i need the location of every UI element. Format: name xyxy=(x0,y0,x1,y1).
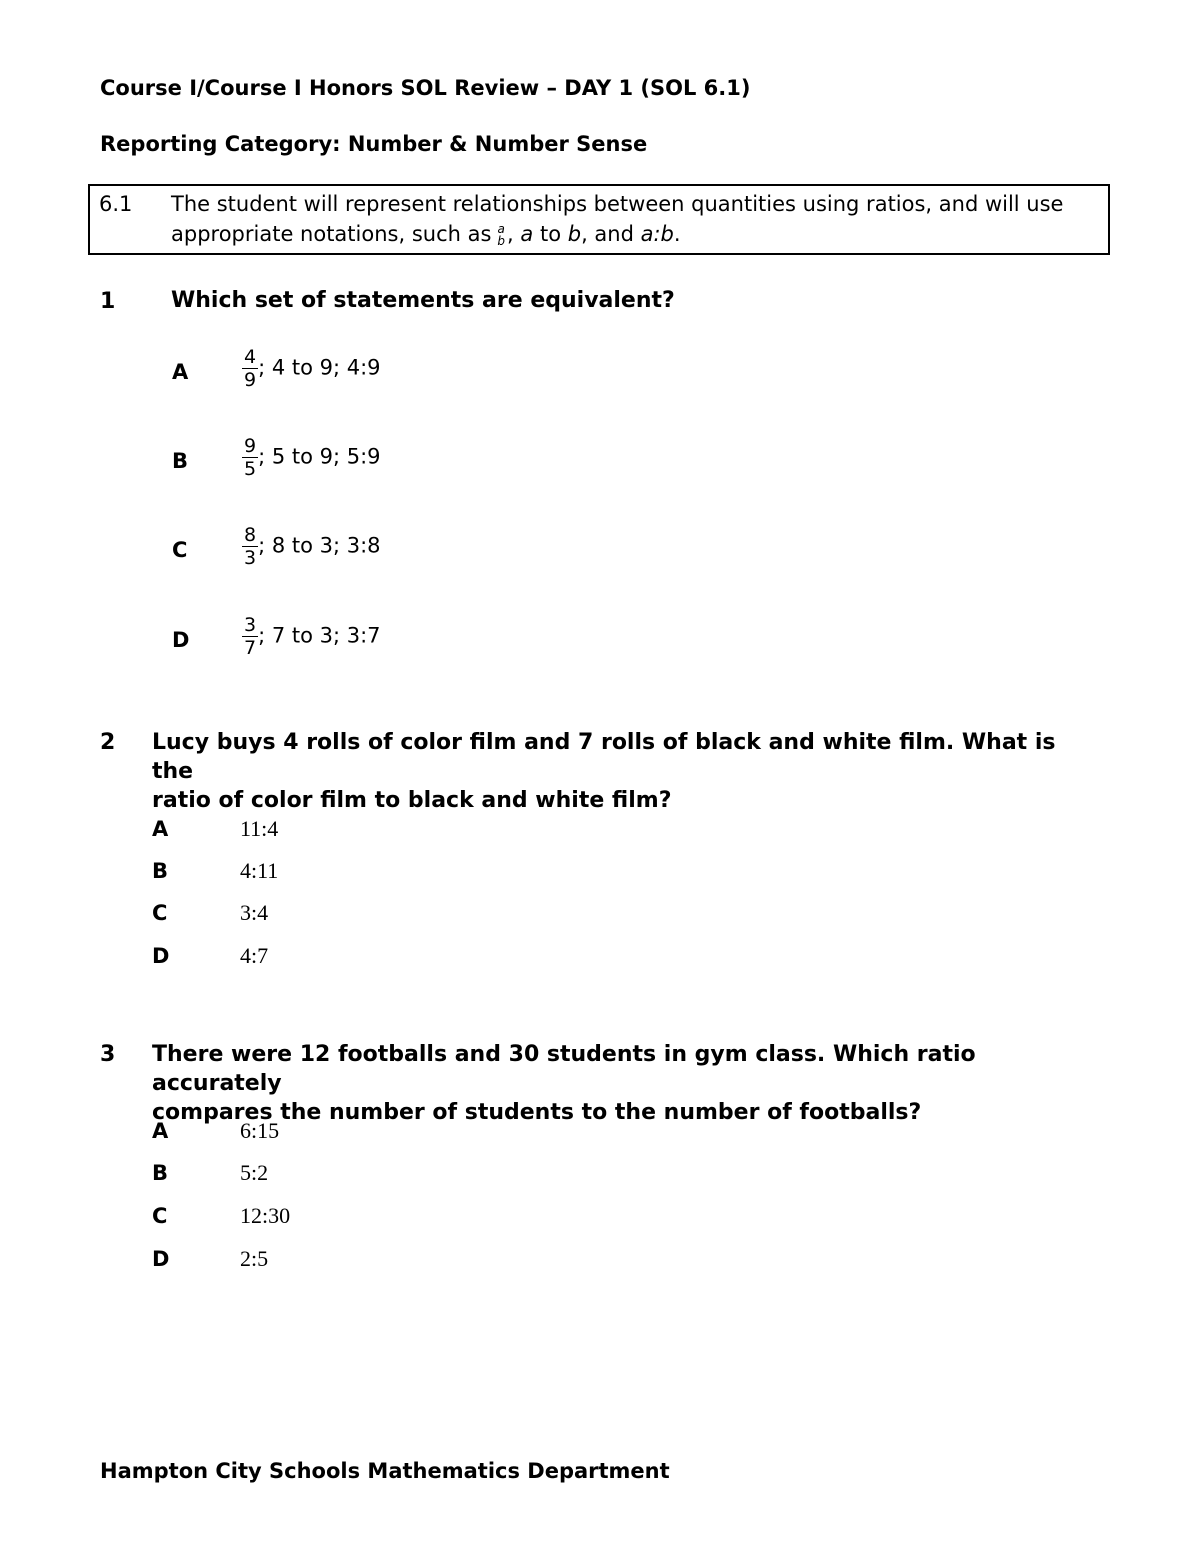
reporting-category: Reporting Category: Number & Number Sense xyxy=(100,132,648,156)
q2-option-d-value: 4:7 xyxy=(240,943,269,968)
page-title: Course I/Course I Honors SOL Review – DAY 1 (SOL 6.1) xyxy=(100,76,751,100)
q1-option-d-letter: D xyxy=(172,628,190,652)
q1-option-d-rest: ; 7 to 3; 3:7 xyxy=(258,623,381,648)
q1-option-c-fraction xyxy=(242,524,258,569)
q1-option-d-fraction xyxy=(242,614,258,659)
q1-option-b-letter: B xyxy=(172,449,189,473)
q3-option-a-value: 6:15 xyxy=(240,1118,280,1143)
q1-option-a-fraction xyxy=(242,346,258,391)
q3-option-d-value: 2:5 xyxy=(240,1246,269,1271)
standard-line-1: The student will represent relationships between quantities using ratios, and will use xyxy=(171,192,1064,216)
standard-line-2: appropriate notations, such as a b , a to b, and a:b. xyxy=(171,222,681,248)
q3-option-d-letter: D xyxy=(152,1247,170,1271)
question-1-number: 1 xyxy=(100,289,116,314)
notation-end: . xyxy=(673,222,681,246)
q1-option-b-denominator: 5 xyxy=(244,458,257,480)
footer-text: Hampton City Schools Mathematics Department xyxy=(100,1459,670,1483)
question-3-text-line-2: compares the number of students to the number of footballs? xyxy=(152,1100,922,1125)
question-2-text xyxy=(152,728,1092,815)
q2-option-a-value: 11:4 xyxy=(240,816,279,841)
q3-option-a-letter: A xyxy=(152,1119,169,1143)
q1-option-d-denominator: 7 xyxy=(244,637,257,659)
q2-option-a-letter: A xyxy=(152,817,169,841)
q1-option-b-numerator: 9 xyxy=(244,435,257,457)
standard-line-2-pre: appropriate notations, such as xyxy=(171,222,492,246)
q1-option-a-letter: A xyxy=(172,360,189,384)
notation-to: to xyxy=(533,222,568,246)
q1-option-b-fraction xyxy=(242,435,258,480)
q2-option-c-letter: C xyxy=(152,901,168,925)
q1-option-d-numerator: 3 xyxy=(244,614,257,636)
q2-option-b-value: 4:11 xyxy=(240,858,279,883)
q1-option-c xyxy=(242,524,381,569)
question-2-text-line-1: Lucy buys 4 rolls of color film and 7 rolls of black and white film. What is the xyxy=(152,730,1056,784)
q1-option-c-numerator: 8 xyxy=(244,524,257,546)
q2-option-d-letter: D xyxy=(152,944,170,968)
q1-option-a-denominator: 9 xyxy=(244,369,257,391)
q3-option-c-value: 12:30 xyxy=(240,1203,291,1228)
q1-option-a-rest: ; 4 to 9; 4:9 xyxy=(258,355,381,380)
q1-option-a xyxy=(242,346,381,391)
question-3-text-line-1: There were 12 footballs and 30 students in gym class. Which ratio accurately xyxy=(152,1042,976,1096)
q3-option-b-value: 5:2 xyxy=(240,1160,269,1185)
question-1-text: Which set of statements are equivalent? xyxy=(171,288,675,313)
question-2-text-line-2: ratio of color film to black and white film? xyxy=(152,788,672,813)
notation-a: a xyxy=(520,222,534,246)
notation-b: b xyxy=(567,222,582,246)
notation-fraction-denominator: b xyxy=(497,234,506,248)
q1-option-b-rest: ; 5 to 9; 5:9 xyxy=(258,444,381,469)
q2-option-b-letter: B xyxy=(152,859,169,883)
q1-option-b xyxy=(242,435,381,480)
question-3-text xyxy=(152,1040,1092,1127)
question-3-number: 3 xyxy=(100,1042,116,1067)
q1-option-d xyxy=(242,614,381,659)
q1-option-c-letter: C xyxy=(172,538,188,562)
q3-option-b-letter: B xyxy=(152,1161,169,1185)
q1-option-a-numerator: 4 xyxy=(244,346,257,368)
q1-option-c-rest: ; 8 to 3; 3:8 xyxy=(258,533,381,558)
notation-ab: a:b xyxy=(640,222,674,246)
standard-code: 6.1 xyxy=(99,192,133,216)
notation-fraction xyxy=(497,223,505,247)
q2-option-c-value: 3:4 xyxy=(240,900,269,925)
notation-and: , and xyxy=(581,222,641,246)
notation-fraction-numerator: a xyxy=(497,222,505,236)
question-2-number: 2 xyxy=(100,730,116,755)
q1-option-c-denominator: 3 xyxy=(244,547,257,569)
q3-option-c-letter: C xyxy=(152,1204,168,1228)
